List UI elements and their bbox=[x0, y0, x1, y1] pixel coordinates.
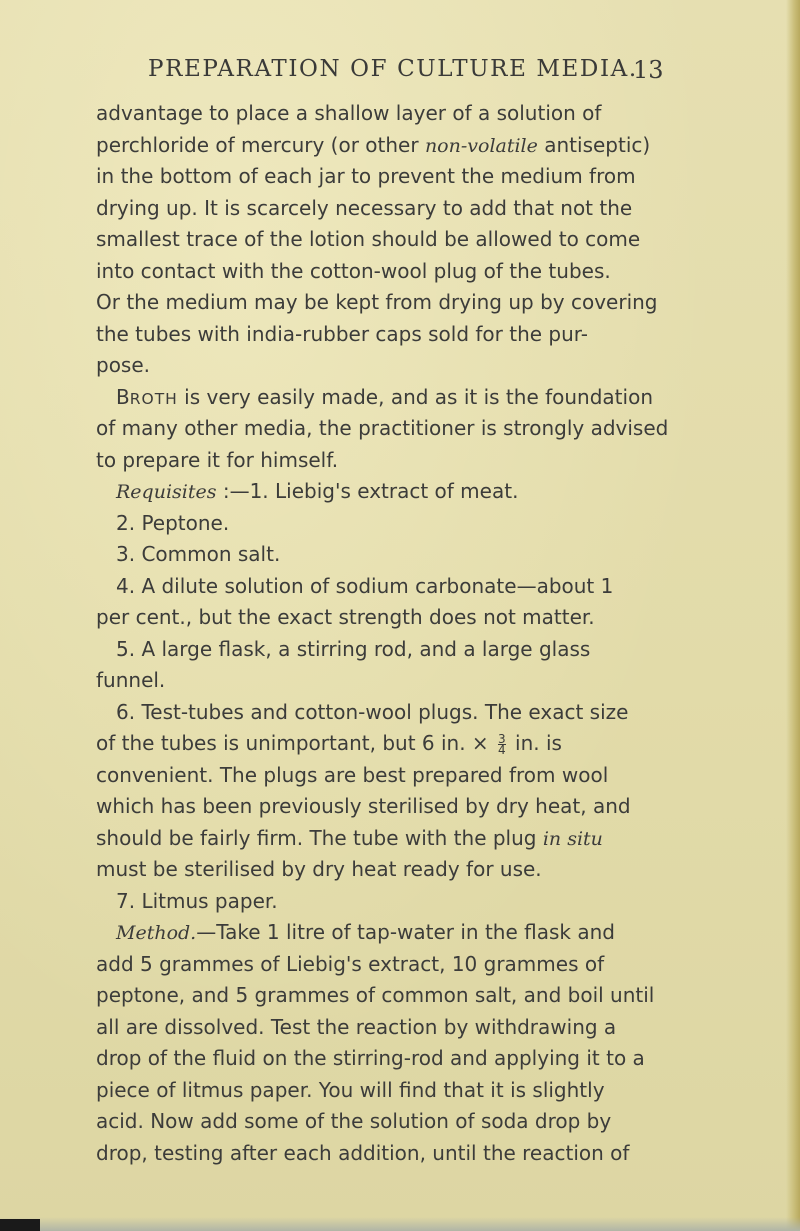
italic-term: non-volatile bbox=[424, 134, 538, 157]
text-line: pose. bbox=[96, 353, 151, 377]
list-item: 7. Litmus paper. bbox=[116, 888, 278, 913]
text-line: to prepare it for himself. bbox=[96, 447, 339, 472]
list-item: 2. Peptone. bbox=[116, 510, 230, 535]
text-line: Or the medium may be kept from drying up by covering bbox=[96, 290, 658, 314]
running-title: PREPARATION OF CULTURE MEDIA. bbox=[148, 56, 638, 82]
text-line: drop of the fluid on the stirring-rod and applying it to a bbox=[96, 1046, 645, 1070]
method-label: Method. bbox=[116, 922, 197, 944]
text-line: into contact with the cotton-wool plug of the tubes. bbox=[96, 258, 611, 283]
page-bottom-edge bbox=[0, 1217, 800, 1231]
text-line: all are dissolved. Test the reaction by withdrawing a bbox=[96, 1014, 617, 1039]
text-line: should be fairly firm. The tube with the plug in situ bbox=[96, 825, 603, 850]
list-item: 3. Common salt. bbox=[116, 542, 281, 566]
text-line: smallest trace of the lotion should be allowed to come bbox=[96, 227, 641, 251]
fraction-three-quarters: $\frac{3}{4}$ bbox=[498, 732, 506, 757]
list-item: 4. A dilute solution of sodium carbonate—about 1 bbox=[116, 573, 614, 598]
requisites-label: Requisites bbox=[116, 481, 217, 503]
list-item: 6. Test-tubes and cotton-wool plugs. The exact size bbox=[116, 699, 629, 724]
text-line: funnel. bbox=[96, 668, 166, 692]
text-line: peptone, and 5 grammes of common salt, and boil until bbox=[96, 983, 655, 1007]
text-line: per cent., but the exact strength does not matter. bbox=[96, 605, 595, 629]
text-line: which has been previously sterilised by dry heat, and bbox=[96, 794, 631, 818]
page-body bbox=[96, 98, 676, 1169]
list-item: 5. A large flask, a stirring rod, and a large glass bbox=[116, 636, 591, 661]
text-line: drop, testing after each addition, until the reaction of bbox=[96, 1140, 630, 1165]
running-header bbox=[148, 56, 668, 82]
text-line: acid. Now add some of the solution of soda drop by bbox=[96, 1109, 612, 1133]
text-line: the tubes with india-rubber caps sold for the pur- bbox=[96, 321, 588, 346]
broth-heading-line: BROTH is very easily made, and as it is the foundation bbox=[116, 384, 653, 409]
scan-marker bbox=[0, 1219, 40, 1231]
text-line: must be sterilised by dry heat ready for use. bbox=[96, 857, 542, 881]
broth-initial: B bbox=[116, 384, 130, 409]
text-line: drying up. It is scarcely necessary to add that not the bbox=[96, 195, 633, 220]
page-edge-shadow bbox=[786, 0, 800, 1231]
page-number: 13 bbox=[633, 56, 664, 84]
text-line: convenient. The plugs are best prepared from wool bbox=[96, 762, 609, 787]
text-line: of the tubes is unimportant, but 6 in. × $\frac{3}{4}$ in. is bbox=[96, 731, 562, 757]
text-line: piece of litmus paper. You will find that it is slightly bbox=[96, 1077, 605, 1102]
text-line: in the bottom of each jar to prevent the medium from bbox=[96, 164, 636, 188]
text-line: perchloride of mercury (or other non-volatile antiseptic) bbox=[96, 132, 651, 157]
text-line: of many other media, the practitioner is strongly advised bbox=[96, 416, 669, 440]
requisites-line: Requisites :—1. Liebig's extract of meat. bbox=[116, 479, 519, 503]
italic-term: in situ bbox=[542, 827, 603, 850]
text-line: advantage to place a shallow layer of a solution of bbox=[96, 101, 602, 125]
broth-smallcaps: ROTH bbox=[129, 389, 178, 408]
method-line: Method.—Take 1 litre of tap-water in the flask and bbox=[116, 920, 615, 944]
text-line: add 5 grammes of Liebig's extract, 10 grammes of bbox=[96, 951, 605, 976]
